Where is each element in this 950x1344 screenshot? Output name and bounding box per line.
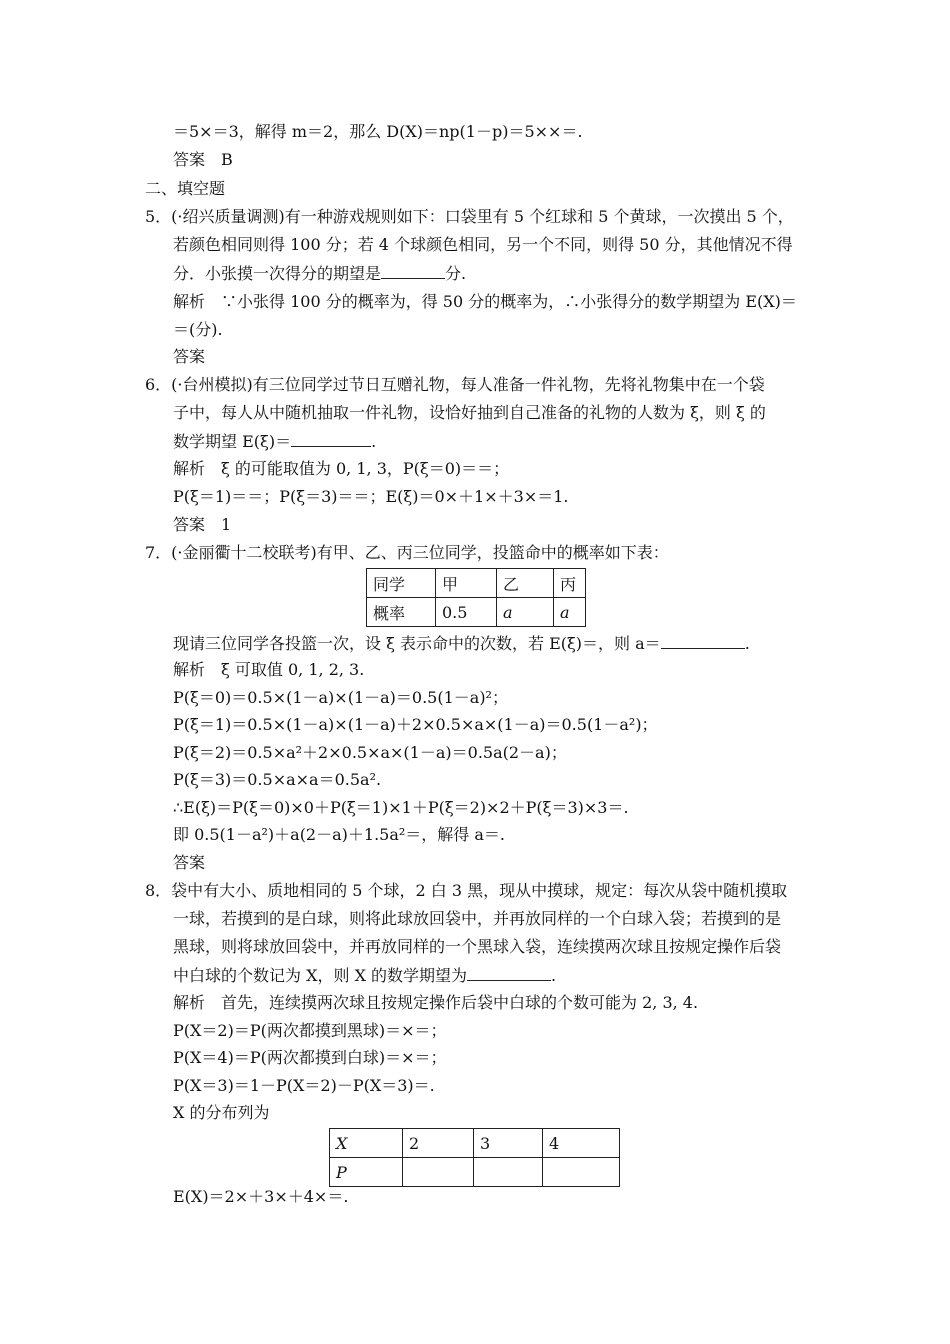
table-cell: a (554, 598, 586, 627)
question-5-text: 分. (445, 264, 467, 283)
answer-line: 答案 B (173, 150, 233, 169)
question-8-line: 黑球，则将球放回袋中，并再放同样的一个黑球入袋，连续摸两次球且按规定操作后袋 (173, 937, 782, 956)
table-cell: 甲 (436, 569, 497, 598)
solution-line: P(ξ＝0)＝0.5×(1－a)×(1－a)＝0.5(1－a)²； (173, 688, 508, 707)
distribution-table (329, 1128, 620, 1187)
solution-line: 解析 ξ 可取值 0, 1, 2, 3. (173, 660, 365, 679)
table-cell: 0.5 (436, 598, 497, 627)
table-row (367, 598, 586, 627)
table-row (330, 1158, 620, 1187)
solution-line: P(ξ＝1)＝0.5×(1－a)×(1－a)＋2×0.5×a×(1－a)＝0.5(1－a²)； (173, 715, 658, 734)
question-7-text: . (744, 634, 750, 653)
text-line: ＝5×＝3，解得 m＝2，那么 D(X)＝np(1－p)＝5××＝. (173, 122, 583, 141)
table-cell: 乙 (497, 569, 554, 598)
question-6-text: . (371, 432, 377, 451)
answer-line: 答案 1 (173, 515, 232, 534)
table-cell: X (330, 1129, 403, 1158)
solution-line: 解析 首先，连续摸两次球且按规定操作后袋中白球的个数可能为 2, 3, 4. (173, 993, 699, 1012)
table-cell: 3 (474, 1129, 543, 1158)
section-heading: 二、填空题 (145, 179, 226, 198)
table-cell: a (497, 598, 554, 627)
question-5-text: 分．小张摸一次得分的期望是 (173, 264, 382, 283)
table-cell: 丙 (554, 569, 586, 598)
solution-line: P(X＝3)＝1－P(X＝2)－P(X＝3)＝. (173, 1076, 435, 1095)
solution-line: 解析 ∵小张得 100 分的概率为，得 50 分的概率为，∴小张得分的数学期望为 E(X)＝ (173, 292, 797, 311)
table-cell: 2 (403, 1129, 474, 1158)
table-cell: 4 (543, 1129, 620, 1158)
solution-line: E(X)＝2×＋3×＋4×＝. (173, 1187, 349, 1206)
solution-line: 即 0.5(1－a²)＋a(2－a)＋1.5a²＝，解得 a＝. (173, 825, 506, 844)
question-6-line: 6．(·台州模拟)有三位同学过节日互赠礼物，每人准备一件礼物，先将礼物集中在一个袋 (145, 375, 765, 394)
solution-line: ＝(分). (173, 320, 223, 339)
table-cell: P (330, 1158, 403, 1187)
question-8-line: 一球，若摸到的是白球，则将此球放回袋中，并再放同样的一个白球入袋；若摸到的是 (173, 909, 782, 928)
question-7-text: 现请三位同学各投篮一次，设 ξ 表示命中的次数，若 E(ξ)＝，则 a＝ (173, 634, 661, 653)
table-cell (474, 1158, 543, 1187)
answer-line: 答案 (173, 853, 206, 872)
table-cell (543, 1158, 620, 1187)
question-8-line (173, 964, 556, 987)
question-8-text: 中白球的个数记为 X，则 X 的数学期望为 (173, 966, 468, 985)
question-6-line (173, 430, 376, 453)
question-5-line (173, 262, 466, 285)
question-8-line: 8．袋中有大小、质地相同的 5 个球，2 白 3 黑，现从中摸球，规定：每次从袋中随机摸取 (145, 881, 788, 900)
solution-line: P(ξ＝3)＝0.5×a×a＝0.5a². (173, 770, 382, 789)
question-7-line: 7．(·金丽衢十二校联考)有甲、乙、丙三位同学，投篮命中的概率如下表： (145, 543, 669, 562)
solution-line: P(X＝2)＝P(两次都摸到黑球)＝×＝； (173, 1021, 447, 1040)
solution-line: P(ξ＝2)＝0.5×a²＋2×0.5×a×(1－a)＝0.5a(2－a)； (173, 743, 567, 762)
solution-line: P(X＝4)＝P(两次都摸到白球)＝×＝； (173, 1048, 447, 1067)
table-cell (403, 1158, 474, 1187)
probability-table (366, 568, 586, 627)
question-6-text: 数学期望 E(ξ)＝ (173, 432, 292, 451)
solution-line: X 的分布列为 (173, 1103, 270, 1122)
solution-line: 解析 ξ 的可能取值为 0, 1, 3，P(ξ＝0)＝＝； (173, 459, 510, 478)
question-5-line: 若颜色相同则得 100 分；若 4 个球颜色相同，另一个不同，则得 50 分，其他情况不得 (173, 235, 793, 254)
answer-blank (291, 430, 371, 447)
solution-line: ∴E(ξ)＝P(ξ＝0)×0＋P(ξ＝1)×1＋P(ξ＝2)×2＋P(ξ＝3)×3＝. (173, 798, 629, 817)
solution-line: P(ξ＝1)＝＝；P(ξ＝3)＝＝；E(ξ)＝0×＋1×＋3×＝1. (173, 487, 569, 506)
question-5-line: 5．(·绍兴质量调测)有一种游戏规则如下：口袋里有 5 个红球和 5 个黄球，一次摸出 5 个， (145, 207, 794, 226)
table-row (330, 1129, 620, 1158)
question-7-line (173, 632, 750, 655)
table-cell: 同学 (367, 569, 436, 598)
question-8-text: . (551, 966, 557, 985)
question-6-line: 子中，每人从中随机抽取一件礼物，设恰好抽到自己准备的礼物的人数为 ξ，则 ξ 的 (173, 403, 766, 422)
table-row (367, 569, 586, 598)
table-cell: 概率 (367, 598, 436, 627)
answer-blank (467, 964, 551, 981)
answer-line: 答案 (173, 347, 206, 366)
answer-blank (381, 262, 445, 279)
answer-blank (661, 632, 745, 649)
